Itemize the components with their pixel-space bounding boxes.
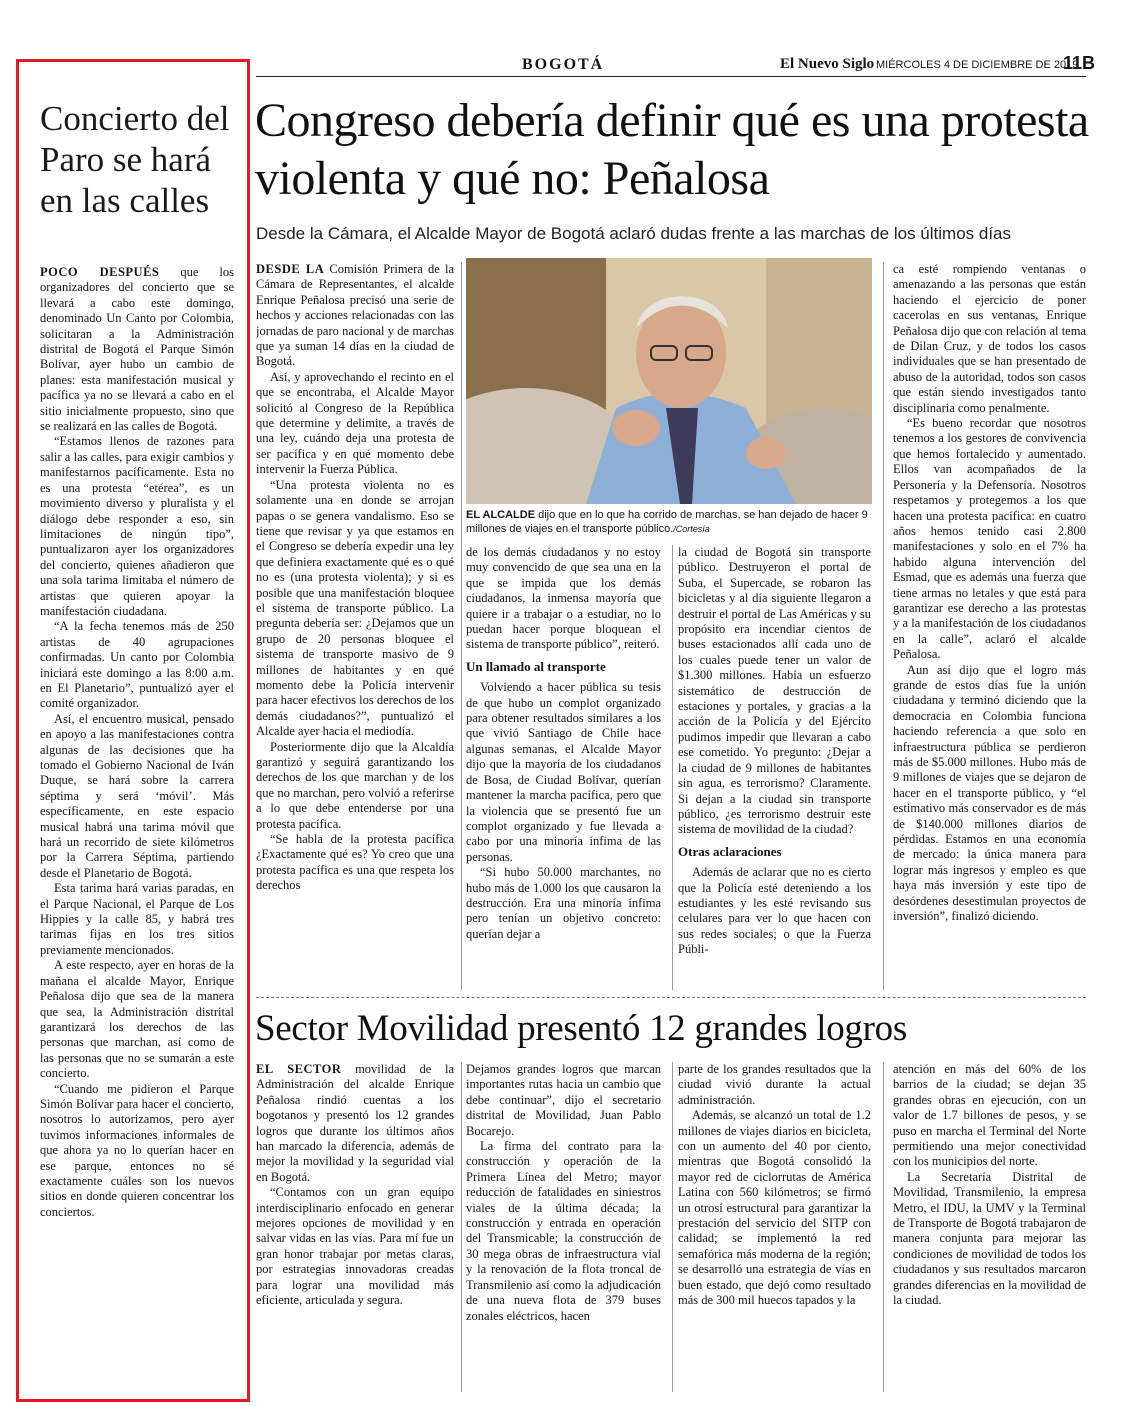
article-paragraph: la ciudad de Bogotá sin transporte público. Destruyeron el portal de Suba, el Supercade, se robaron las bicicletas y al día siguiente llegaron a destruir el portal de Las Américas y su propósito era incendiar cientos de buses estacionados allí cada uno de los cuales puede tener un valor de $1.300 millones. Había un esfuerzo sistemático de destrucción de estaciones y portales, y gracias a la acción de la Policía y del Ejército pudimos impedir que llevaran a cabo ese cometido. Yo pregunto: ¿Dejar a la ciudad de 9 millones de habitantes sin agua, es terrorismo? Claramente. Si dejan a la ciudad sin transporte público, ¿es terrorismo destruir este sistema de movilidad de la ciudad? xyxy=(678,545,871,837)
article-paragraph: de los demás ciudadanos y no estoy muy convencido de que sea una en la que se impida que los demás ciudadanos, la inmensa mayoría que quiere ir a trabajar o a estudiar, no lo puedan hacer porque bloquean el sistema de transporte público”, reiteró. xyxy=(466,545,661,652)
article-paragraph: “Una protesta violenta no es solamente una en donde se arrojan papas o se genera vandalismo. Eso se tiene que revisar y ya que estamos en el Congreso se debería expedir una ley que definiera exactamente qué es o qué no es (una protesta violenta); y si es posible que una manifestación bloquee el sistema de transporte público. La pregunta debería ser: ¿Dejamos que un grupo de 20 personas bloquee el sistema de transporte masivo de 9 millones de habitantes y en qué momento debe la Policía intervenir para hacer efectivos los derechos de los demás ciudadanos?”, puntualizó el Alcalde ayer hacia el mediodía. xyxy=(256,477,454,739)
article-column-3 xyxy=(678,545,871,990)
sidebar-paragraph: Esta tarima hará varias paradas, en el Parque Nacional, el Parque de Los Hippies y la calle 85, y habrá tres tarimas fijas en los tres sitios previamente mencionados. xyxy=(40,881,234,957)
article-paragraph: EL SECTOR movilidad de la Administración del alcalde Enrique Peñalosa rindió cuentas a los bogotanos y presentó los 12 grandes logros que durante los últimos años han marcado la diferencia, además de mejor la movilidad y la seguridad vial en Bogotá. xyxy=(256,1062,454,1184)
main-headline: Congreso debería definir qué es una protesta violenta y qué no: Peñalosa xyxy=(255,94,1089,205)
article2-column-4 xyxy=(893,1062,1086,1397)
article-paragraph: La Secretaría Distrital de Movilidad, Transmilenio, la empresa Metro, el IDU, la UMV y la Terminal de Transporte de Bogotá trabajaron de manera conjunta para mejorar las condiciones de movilidad de todos los ciudadanos y sus resultados marcaron grandes diferencias en la movilidad de la ciudad. xyxy=(893,1169,1086,1308)
column-rule xyxy=(461,1062,462,1392)
article-column-1 xyxy=(256,262,454,990)
photo-credit: /Cortesía xyxy=(673,524,710,534)
column-rule xyxy=(672,545,673,990)
sidebar-body xyxy=(40,265,234,1385)
article-paragraph: atención en más del 60% de los barrios de la ciudad; se dejan 35 grandes obras en ejecución, con un valor de 1.7 billones de pesos, y se puso en marcha el Terminal del Norte permitiendo una mejor conectividad con los municipios del norte. xyxy=(893,1062,1086,1169)
article-paragraph: “Es bueno recordar que nosotros tenemos a los gestores de convivencia que hemos fortalecido y aumentado. Ellos van acompañados de la Personería y la Defensoría. Nosotros respetamos y protegemos a los que hacen una protesta pacífica: en cuatro años hemos tenido casi 2.800 manifestaciones y solo en el 7% ha habido alguna intervención del Esmad, que es además una fuerza que tiene armas no letales y que está para garantizar ese derecho a las protestas y a la manifestación de los ciudadanos en la calle”, aclaró el alcalde Peñalosa. xyxy=(893,416,1086,662)
header-rule xyxy=(256,76,1086,77)
article-paragraph: Posteriormente dijo que la Alcaldía garantizó y seguirá garantizando los derechos de los que marchan y de los que no marchan, pero volvió a referirse a lo que debe entenderse por una protesta pacífica. xyxy=(256,739,454,831)
sidebar-paragraph-1: POCO DESPUÉS que los organizadores del concierto que se llevará a cabo este domingo, denominado Un Canto por Colombia, solicitaran a la Administración distrital de Bogotá el Parque Simón Bolívar, ayer hubo un cambio de planes: esta manifestación musical y pacífica ya no se llevará a cabo en el sitio inicialmente propuesto, sino que se realizará en las calles de Bogotá. xyxy=(40,265,234,434)
column-rule xyxy=(883,262,884,990)
article2-column-1 xyxy=(256,1062,454,1397)
sidebar-paragraph: “Estamos llenos de razones para salir a las calles, para exigir cambios y manifestarnos pacíficamente. Esta no es una protesta “etérea”, es un movimiento diverso y pluralista y el diálogo debe responder a eso, sin limitaciones de ningún tipo”, puntualizaron ayer los organizadores del concierto, quienes añadieron que una sola tarima limitaba el número de artistas que quieren apoyar la manifestación ciudadana. xyxy=(40,434,234,618)
article2-column-3 xyxy=(678,1062,871,1397)
article-paragraph: La firma del contrato para la construcción y operación de la Primera Línea del Metro; mayor reducción de fatalidades en siniestros viales de la última década; la construcción y entrada en operación del Transmicable; la construcción de 30 mega obras de infraestructura vial y la renovación de la flota troncal de Transmilenio así como la adjudicación de una nueva flota de 379 buses zonales eléctricos, hacen xyxy=(466,1139,661,1323)
article-paragraph: Además de aclarar que no es cierto que la Policía esté deteniendo a los estudiantes y les esté revisando sus celulares para ver lo que hacen con sus redes sociales; o que la Fuerza Públi- xyxy=(678,865,871,957)
section-name: BOGOTÁ xyxy=(522,56,605,73)
photo-caption: EL ALCALDE dijo que en lo que ha corrido de marchas, se han dejado de hacer 9 millones de viajes en el transporte público./Cortesía xyxy=(466,509,868,535)
sidebar-headline: Concierto del Paro se hará en las calles xyxy=(40,99,230,220)
page-number: 11B xyxy=(1063,53,1096,73)
column-rule xyxy=(883,1062,884,1392)
column-rule xyxy=(461,262,462,990)
section-divider xyxy=(256,997,1086,998)
article-paragraph: “Se habla de la protesta pacífica ¿Exactamente qué es? Yo creo que una protesta pacífica es una que respeta los derechos xyxy=(256,832,454,893)
sidebar-paragraph: “Cuando me pidieron el Parque Simón Bolívar para hacer el concierto, nosotros lo autorizamos, pero ayer tuvimos informaciones informales de que ahora ya no lo querían hacer en ese parque, entonces no sé exactamente cuáles son los nuevos sitios en donde quieren concentrar los conciertos. xyxy=(40,1081,234,1219)
article-paragraph: Así, y aprovechando el recinto en el que se encontraba, el Alcalde Mayor solicitó al Congreso de la República que determine y delimite, a través de una ley, cuándo deja una protesta de ser pacífica y en qué momento debe intervenir la Fuerza Pública. xyxy=(256,369,454,477)
article-paragraph: Dejamos grandes logros que marcan importantes rutas hacia un cambio que debe continuar”, dijo el secretario distrital de Movilidad, Juan Pablo Bocarejo. xyxy=(466,1062,661,1138)
subhead-transport: Un llamado al transporte xyxy=(466,658,606,674)
article-paragraph: “Contamos con un gran equipo interdisciplinario enfocado en generar mejores opciones de movilidad y en salvar vidas en las vías. Para mí fue un gran honor trabajar por metas claras, por estrategias innovadoras creadas para lograr una movilidad más eficiente, articulada y segura. xyxy=(256,1185,454,1308)
sidebar-paragraph: A este respecto, ayer en horas de la mañana el alcalde Mayor, Enrique Peñalosa dijo que sea de la manera que sea, la Administración distrital garantizará los derechos de las personas que marchan, así como de las personas que no se sumarán a este concierto. xyxy=(40,958,234,1081)
subhead-other: Otras aclaraciones xyxy=(678,843,782,859)
main-deck: Desde la Cámara, el Alcalde Mayor de Bogotá aclaró dudas frente a las marchas de los últimos días xyxy=(256,224,1012,243)
article-paragraph: Además, se alcanzó un total de 1.2 millones de viajes diarios en bicicleta, con un aumento del 40 por ciento, mientras que Bogotá consolidó la mayor red de ciclorrutas de América Latina con 560 kilómetros; se firmó un otrosí estructural para garantizar la prestación del servicio del SITP con calidad; se implementó la red semafórica más moderna de la región; se desarrolló una estrategia de vías en buen estado, que dejó como resultado más de 300 mil huecos tapados y la xyxy=(678,1108,871,1308)
article-column-2 xyxy=(466,545,661,990)
article-paragraph: Volviendo a hacer pública su tesis de que hubo un complot organizado para obtener resultados similares a los que vivió Santiago de Chile hace algunas semanas, el Alcalde Mayor dijo que la mayoría de los ciudadanos de Bosa, de Ciudad Bolívar, querían mantener la marcha pacífica, pero que la violencia que se presentó fue un complot organizado y fue llevada a cabo por una minoría ínfima de las personas. xyxy=(466,680,661,864)
photo-mayor xyxy=(466,258,872,504)
article-paragraph: ca esté rompiendo ventanas o amenazando a las personas que están haciendo el ejercicio de poner cacerolas en sus ventanas, Enrique Peñalosa dijo que con relación al tema de Dilan Cruz, y de todos los casos individuales que se han presentado de abuso de la autoridad, todos son casos que están siendo investigados tanto disciplinaria como penalmente. xyxy=(893,262,1086,415)
second-headline: Sector Movilidad presentó 12 grandes logros xyxy=(255,1008,907,1049)
article-paragraph: DESDE LA Comisión Primera de la Cámara de Representantes, el alcalde Enrique Peñalosa precisó una serie de hechos y acciones relacionadas con las jornadas de paro nacional y de marchas que ya suman 14 días en la ciudad de Bogotá. xyxy=(256,262,454,369)
article-paragraph: “Si hubo 50.000 marchantes, no hubo más de 1.000 los que causaron la destrucción. Era una minoría ínfima pero tenían un objetivo concreto: querían dejar a xyxy=(466,865,661,941)
article-paragraph: Aun así dijo que el logro más grande de estos días fue la unión ciudadana y terminó diciendo que la democracia en Colombia funciona haciendo referencia a que solo en infraestructura pública se perdieron más de $5.000 millones. Hubo más de 9 millones de viajes que se dejaron de hacer en el transporte público, y “el estimativo más conservador es de más de $140.000 millones diarios de pérdidas. Estamos en una economía de mercado: la única manera para lograr más ingresos y empleo es que haya más inversión y este tipo de desórdenes desestimulan proyectos de inversión”, finalizó diciendo. xyxy=(893,662,1086,924)
article2-lead: EL SECTOR xyxy=(256,1062,342,1076)
article2-column-2 xyxy=(466,1062,661,1397)
article-lead: DESDE LA xyxy=(256,262,325,276)
sidebar-lead: POCO DESPUÉS xyxy=(40,265,160,279)
sidebar-paragraph: “A la fecha tenemos más de 250 artistas de 40 agrupaciones confirmadas. Un canto por Colombia iniciará este domingo a las 8:00 a.m. en El Planetario”, puntualizó ayer el comité organizador. xyxy=(40,619,234,711)
masthead-logo: El Nuevo Siglo xyxy=(780,56,875,72)
dateline: MIÉRCOLES 4 DE DICIEMBRE DE 2019 xyxy=(876,59,1079,71)
caption-label: EL ALCALDE xyxy=(466,509,536,521)
column-rule xyxy=(672,1062,673,1392)
article-column-4 xyxy=(893,262,1086,990)
sidebar-paragraph: Así, el encuentro musical, pensado en apoyo a las manifestaciones contra algunas de las decisiones que ha tomado el Gobierno Nacional de Iván Duque, se hará sobre la carrera séptima y será ‘móvil’. Más específicamente, en este espacio musical habrá una tarima móvil que hará un recorrido de siete kilómetros por la Carrera Séptima, partiendo desde el Planetario de Bogotá. xyxy=(40,711,234,880)
article-paragraph: parte de los grandes resultados que la ciudad vivió durante la actual administración. xyxy=(678,1062,871,1107)
